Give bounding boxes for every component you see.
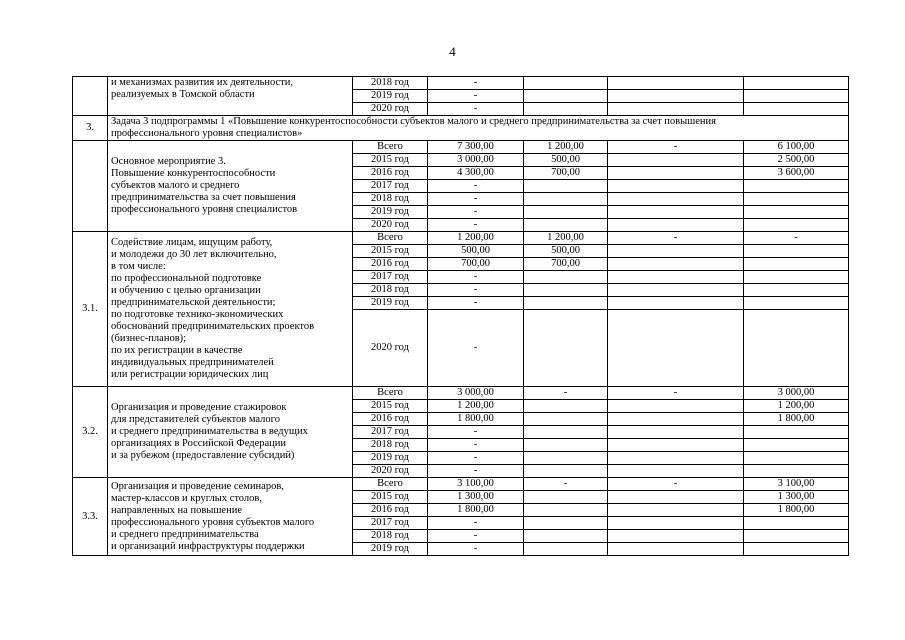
row-number: 3.2. xyxy=(73,387,108,478)
regional-cell: - xyxy=(608,141,744,154)
other-cell xyxy=(744,465,849,478)
year-cell: Всего xyxy=(353,232,428,245)
total-cell: - xyxy=(428,284,524,297)
federal-cell xyxy=(524,439,608,452)
task-title xyxy=(108,116,849,141)
year-cell: Всего xyxy=(353,387,428,400)
year-cell: 2016 год xyxy=(353,258,428,271)
budget-table xyxy=(72,76,849,556)
description-line: для представителей субъектов малого xyxy=(111,414,280,425)
federal-cell: 1 200,00 xyxy=(524,141,608,154)
federal-cell xyxy=(524,284,608,297)
description-line: профессионального уровня специалистов xyxy=(111,204,298,215)
description-line: и молодежи до 30 лет включительно, xyxy=(111,249,277,260)
year-cell: 2019 год xyxy=(353,543,428,556)
regional-cell xyxy=(608,297,744,310)
other-cell xyxy=(744,180,849,193)
other-cell xyxy=(744,193,849,206)
total-cell: 1 800,00 xyxy=(428,413,524,426)
regional-cell xyxy=(608,77,744,90)
year-cell: Всего xyxy=(353,478,428,491)
regional-cell xyxy=(608,154,744,167)
description-line: по подготовке технико-экономических xyxy=(111,309,284,320)
total-cell: - xyxy=(428,439,524,452)
other-cell: 1 800,00 xyxy=(744,504,849,517)
description-line: субъектов малого и среднего xyxy=(111,180,240,191)
description-line: по их регистрации в качестве xyxy=(111,345,243,356)
regional-cell xyxy=(608,400,744,413)
description-line: индивидуальных предпринимателей xyxy=(111,357,274,368)
regional-cell xyxy=(608,413,744,426)
total-cell: - xyxy=(428,297,524,310)
row-description xyxy=(108,77,353,116)
other-cell xyxy=(744,310,849,387)
total-cell: - xyxy=(428,77,524,90)
description-line: организациях в Российской Федерации xyxy=(111,438,286,449)
total-cell: 3 100,00 xyxy=(428,478,524,491)
description-line: в том числе: xyxy=(111,261,166,272)
regional-cell xyxy=(608,167,744,180)
row-description xyxy=(108,141,353,232)
federal-cell xyxy=(524,400,608,413)
regional-cell xyxy=(608,465,744,478)
regional-cell xyxy=(608,543,744,556)
description-line: и за рубежом (предоставление субсидий) xyxy=(111,450,295,461)
regional-cell xyxy=(608,103,744,116)
other-cell xyxy=(744,530,849,543)
description-line: Организация и проведение стажировок xyxy=(111,402,287,413)
table-row xyxy=(73,387,849,400)
regional-cell xyxy=(608,504,744,517)
year-cell: 2015 год xyxy=(353,400,428,413)
regional-cell xyxy=(608,491,744,504)
year-cell: 2015 год xyxy=(353,245,428,258)
year-cell: 2016 год xyxy=(353,504,428,517)
federal-cell xyxy=(524,517,608,530)
other-cell: 3 100,00 xyxy=(744,478,849,491)
page-number: 4 xyxy=(449,44,456,59)
row-description xyxy=(108,232,353,387)
federal-cell xyxy=(524,271,608,284)
row-description xyxy=(108,387,353,478)
federal-cell xyxy=(524,530,608,543)
description-line: мастер-классов и круглых столов, xyxy=(111,492,262,504)
federal-cell xyxy=(524,452,608,465)
regional-cell xyxy=(608,219,744,232)
year-cell: 2018 год xyxy=(353,530,428,543)
other-cell xyxy=(744,206,849,219)
federal-cell: - xyxy=(524,387,608,400)
description-line: предпринимательской деятельности; xyxy=(111,297,276,308)
description-line: Повышение конкурентоспособности xyxy=(111,168,276,179)
year-cell: 2018 год xyxy=(353,193,428,206)
regional-cell: - xyxy=(608,478,744,491)
description-line: и среднего предпринимательства в ведущих xyxy=(111,426,308,437)
federal-cell xyxy=(524,465,608,478)
year-cell: 2017 год xyxy=(353,426,428,439)
description-line: направленных на повышение xyxy=(111,504,242,516)
total-cell: 3 000,00 xyxy=(428,154,524,167)
regional-cell xyxy=(608,426,744,439)
year-cell: 2017 год xyxy=(353,180,428,193)
year-cell: 2016 год xyxy=(353,167,428,180)
federal-cell: 700,00 xyxy=(524,258,608,271)
description-line: по профессиональной подготовке xyxy=(111,273,262,284)
total-cell: 4 300,00 xyxy=(428,167,524,180)
regional-cell xyxy=(608,271,744,284)
regional-cell xyxy=(608,193,744,206)
total-cell: 1 200,00 xyxy=(428,232,524,245)
table-row xyxy=(73,77,849,90)
other-cell xyxy=(744,271,849,284)
regional-cell xyxy=(608,310,744,387)
description-line: Содействие лицам, ищущим работу, xyxy=(111,237,273,248)
year-cell: 2020 год xyxy=(353,103,428,116)
federal-cell xyxy=(524,206,608,219)
regional-cell xyxy=(608,258,744,271)
federal-cell xyxy=(524,310,608,387)
other-cell xyxy=(744,284,849,297)
regional-cell: - xyxy=(608,232,744,245)
row-number xyxy=(73,77,108,116)
other-cell: 3 600,00 xyxy=(744,167,849,180)
regional-cell xyxy=(608,206,744,219)
year-cell: 2018 год xyxy=(353,439,428,452)
total-cell: 500,00 xyxy=(428,245,524,258)
federal-cell: 500,00 xyxy=(524,245,608,258)
regional-cell xyxy=(608,90,744,103)
federal-cell xyxy=(524,103,608,116)
total-cell: - xyxy=(428,310,524,387)
description-line: обоснований предпринимательских проектов xyxy=(111,321,315,332)
other-cell xyxy=(744,219,849,232)
federal-cell xyxy=(524,491,608,504)
other-cell: - xyxy=(744,232,849,245)
total-cell: - xyxy=(428,426,524,439)
total-cell: 3 000,00 xyxy=(428,387,524,400)
year-cell: 2020 год xyxy=(353,219,428,232)
regional-cell xyxy=(608,180,744,193)
year-cell: 2018 год xyxy=(353,77,428,90)
regional-cell xyxy=(608,530,744,543)
federal-cell: 1 200,00 xyxy=(524,232,608,245)
federal-cell: - xyxy=(524,478,608,491)
federal-cell xyxy=(524,504,608,517)
description-line: и среднего предпринимательства xyxy=(111,528,259,540)
year-cell: 2020 год xyxy=(353,465,428,478)
total-cell: - xyxy=(428,452,524,465)
year-cell: 2019 год xyxy=(353,90,428,103)
federal-cell xyxy=(524,219,608,232)
description-line: (бизнес-планов); xyxy=(111,333,187,344)
description-line: профессионального уровня субъектов малого xyxy=(111,516,315,528)
year-cell: 2016 год xyxy=(353,413,428,426)
regional-cell xyxy=(608,439,744,452)
federal-cell: 700,00 xyxy=(524,167,608,180)
total-cell: - xyxy=(428,193,524,206)
row-number xyxy=(73,141,108,232)
total-cell: 7 300,00 xyxy=(428,141,524,154)
other-cell xyxy=(744,77,849,90)
total-cell: 700,00 xyxy=(428,258,524,271)
table-row xyxy=(73,141,849,154)
other-cell xyxy=(744,543,849,556)
other-cell xyxy=(744,439,849,452)
total-cell: 1 800,00 xyxy=(428,504,524,517)
total-cell: - xyxy=(428,103,524,116)
year-cell: 2015 год xyxy=(353,491,428,504)
other-cell xyxy=(744,90,849,103)
other-cell: 1 800,00 xyxy=(744,413,849,426)
federal-cell: 500,00 xyxy=(524,154,608,167)
regional-cell xyxy=(608,284,744,297)
task-number: 3. xyxy=(73,116,108,141)
description-line: Основное мероприятие 3. xyxy=(111,156,226,167)
total-cell: 1 200,00 xyxy=(428,400,524,413)
federal-cell xyxy=(524,543,608,556)
total-cell: - xyxy=(428,543,524,556)
total-cell: - xyxy=(428,90,524,103)
federal-cell xyxy=(524,193,608,206)
description-line: и организаций инфраструктуры поддержки xyxy=(111,540,305,552)
description-line: предпринимательства за счет повышения xyxy=(111,192,296,203)
description-line: и обучению с целью организации xyxy=(111,285,261,296)
other-cell: 2 500,00 xyxy=(744,154,849,167)
description-line: и механизмах развития их деятельности, xyxy=(111,77,294,88)
total-cell: - xyxy=(428,180,524,193)
total-cell: 1 300,00 xyxy=(428,491,524,504)
other-cell xyxy=(744,426,849,439)
year-cell: 2019 год xyxy=(353,206,428,219)
year-cell: Всего xyxy=(353,141,428,154)
year-cell: 2017 год xyxy=(353,517,428,530)
table-row xyxy=(73,232,849,245)
task-title-line: Задача 3 подпрограммы 1 «Повышение конкурентоспособности субъектов малого и среднего предпринимательства за счет повышения xyxy=(111,116,716,127)
regional-cell xyxy=(608,452,744,465)
total-cell: - xyxy=(428,517,524,530)
description-line: или регистрации юридических лиц xyxy=(111,369,269,380)
other-cell: 1 200,00 xyxy=(744,400,849,413)
total-cell: - xyxy=(428,219,524,232)
year-cell: 2018 год xyxy=(353,284,428,297)
year-cell: 2019 год xyxy=(353,452,428,465)
regional-cell xyxy=(608,517,744,530)
other-cell: 6 100,00 xyxy=(744,141,849,154)
federal-cell xyxy=(524,297,608,310)
other-cell: 1 300,00 xyxy=(744,491,849,504)
federal-cell xyxy=(524,180,608,193)
description-line: реализуемых в Томской области xyxy=(111,89,255,100)
other-cell xyxy=(744,258,849,271)
year-cell: 2019 год xyxy=(353,297,428,310)
regional-cell: - xyxy=(608,387,744,400)
federal-cell xyxy=(524,426,608,439)
year-cell: 2015 год xyxy=(353,154,428,167)
other-cell: 3 000,00 xyxy=(744,387,849,400)
row-number: 3.3. xyxy=(73,478,108,556)
total-cell: - xyxy=(428,206,524,219)
year-cell: 2017 год xyxy=(353,271,428,284)
row-description xyxy=(108,478,353,556)
federal-cell xyxy=(524,413,608,426)
federal-cell xyxy=(524,90,608,103)
other-cell xyxy=(744,103,849,116)
row-number: 3.1. xyxy=(73,232,108,387)
regional-cell xyxy=(608,245,744,258)
other-cell xyxy=(744,297,849,310)
total-cell: - xyxy=(428,465,524,478)
task-title-line: профессионального уровня специалистов» xyxy=(111,128,303,139)
other-cell xyxy=(744,517,849,530)
other-cell xyxy=(744,245,849,258)
total-cell: - xyxy=(428,271,524,284)
other-cell xyxy=(744,452,849,465)
description-line: Организация и проведение семинаров, xyxy=(111,480,284,492)
task-row xyxy=(73,116,849,141)
federal-cell xyxy=(524,77,608,90)
year-cell: 2020 год xyxy=(353,310,428,387)
table-row xyxy=(73,478,849,491)
total-cell: - xyxy=(428,530,524,543)
